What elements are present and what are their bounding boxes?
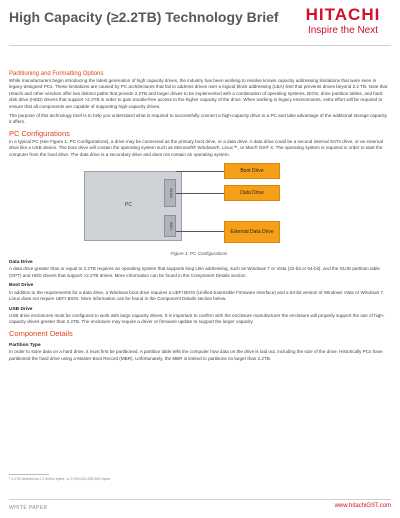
- intro-heading: Partitioning and Formatting Options: [9, 71, 104, 77]
- data-connector: [176, 193, 224, 194]
- header-divider: [9, 45, 391, 46]
- sata-label: SATA: [168, 188, 174, 198]
- footer-divider: [9, 499, 391, 500]
- data-drive-paragraph: A data drive greater than or equal to 2.2TB requires an operating system that supports long LBA addressing, such as Windows 7 or Vista (32-bit or 64-bit), and the GUID partition table (GPT) and HDD drivers that support >2.2TB drives. More information can be found in the Component Details section.: [9, 266, 380, 278]
- intro-paragraph-2: The purpose of this technology brief is to help you understand what is required to successfully connect a high-capacity drive to a PC and take advantage of the additional storage capacity it offers.: [9, 113, 387, 125]
- data-drive-box: Data Drive: [224, 185, 280, 201]
- boot-drive-paragraph: In addition to the requirements for a data drive, a Windows boot drive requires a UEFI BIOS (Unified Extensible Firmware Interface) and a 64-bit version of Windows Vista or Windows 7. Linux does not require UEFI BIOS. More information can be found in the Component Details section below.: [9, 289, 385, 302]
- boot-connector: [176, 171, 224, 172]
- page-title: High Capacity (≥2.2TB) Technology Brief: [9, 9, 279, 25]
- partition-type-paragraph: In order to store data on a hard drive, it must first be partitioned. A partition table tells the computer how data on the drive is laid out, including the size of the drive. Historically PCs have partitioned the hard drive using a Master Boot Record (MBR). Unfortunately, the MBR is limited to partitions no larger than 2.2TB.: [9, 349, 383, 361]
- footnote: ¹ 2.2TB defined as 2.2 trillion bytes, or 2,199,023,255,552 bytes: [9, 477, 111, 481]
- pc-label: PC: [125, 202, 132, 209]
- data-drive-heading: Data Drive: [9, 260, 33, 266]
- usb-drive-paragraph: USB drive enclosures must be configured to work with large capacity drives. It is important to confirm with the enclosure manufacturer the enclosure will properly support the use of high-capacity drives greater than 2.2TB. The enclosure may require a driver or firmware update to support the larger capacity.: [9, 312, 385, 325]
- usb-label: USB: [168, 221, 174, 231]
- usb-drive-heading: USB Drive: [9, 306, 33, 312]
- component-details-heading: Component Details: [9, 328, 73, 338]
- figure-caption: Figure 1: PC Configurations: [170, 251, 228, 257]
- usb-connector: [176, 231, 224, 232]
- boot-drive-heading: Boot Drive: [9, 283, 34, 289]
- hitachi-logo: [296, 6, 390, 42]
- footnote-divider: [9, 474, 49, 475]
- pc-configurations-figure: [84, 163, 310, 247]
- document-body: [9, 70, 389, 362]
- intro-paragraph-1: While manufacturers begin introducing the latest generation of high capacity drives, the industry has been working to resolve known capacity addressing limitations that were seen in legacy-designed PCs. These limitations are caused by PC architectures that fail to address drives over a logical block addressing (LBA) limit that prevents drives beyond 2.2 TB. Note that Hitachi and other vendors offer two distinct paths that provide 2.2TB and larger drives to be implemented with a combination of operating systems, BIOS, drive partition tables, and hard disk drive (HDD) drivers that support >2.2TB in order to gain trouble-free access to the higher capacity of the drive. When working in legacy environments, extra effort will be required to ensure that all components are capable of supporting high-capacity drives.: [9, 78, 388, 109]
- page-header: [0, 0, 400, 46]
- usb-port: [164, 215, 176, 237]
- logo-tagline: Inspire the Next: [307, 25, 379, 36]
- boot-drive-box: Boot Drive: [224, 163, 280, 179]
- sata-port: [164, 179, 176, 207]
- pc-configurations-heading: PC Configurations: [9, 128, 70, 138]
- footer-website-link[interactable]: www.hitachiGST.com: [334, 503, 391, 509]
- external-drive-box: External Data Drive: [224, 221, 280, 243]
- partition-type-heading: Partition Type: [9, 342, 41, 348]
- footer-label: WHITE PAPER: [9, 505, 48, 511]
- logo-brand: HITACHI: [305, 5, 381, 24]
- pc-configurations-paragraph: In a typical PC (see Figure 1: PC Configurations), a drive may be connected as the primary boot drive, or a data drive. A data drive could be a second internal SATA drive, or an external drive like a USB device. The boot drive will contain the operating system such as Microsoft® Windows®, Linux™, or Mac® OS® X. The operating system is required in order to start the computer from the hard drive. The data drive is a secondary drive and does not contain an operating system.: [9, 138, 383, 157]
